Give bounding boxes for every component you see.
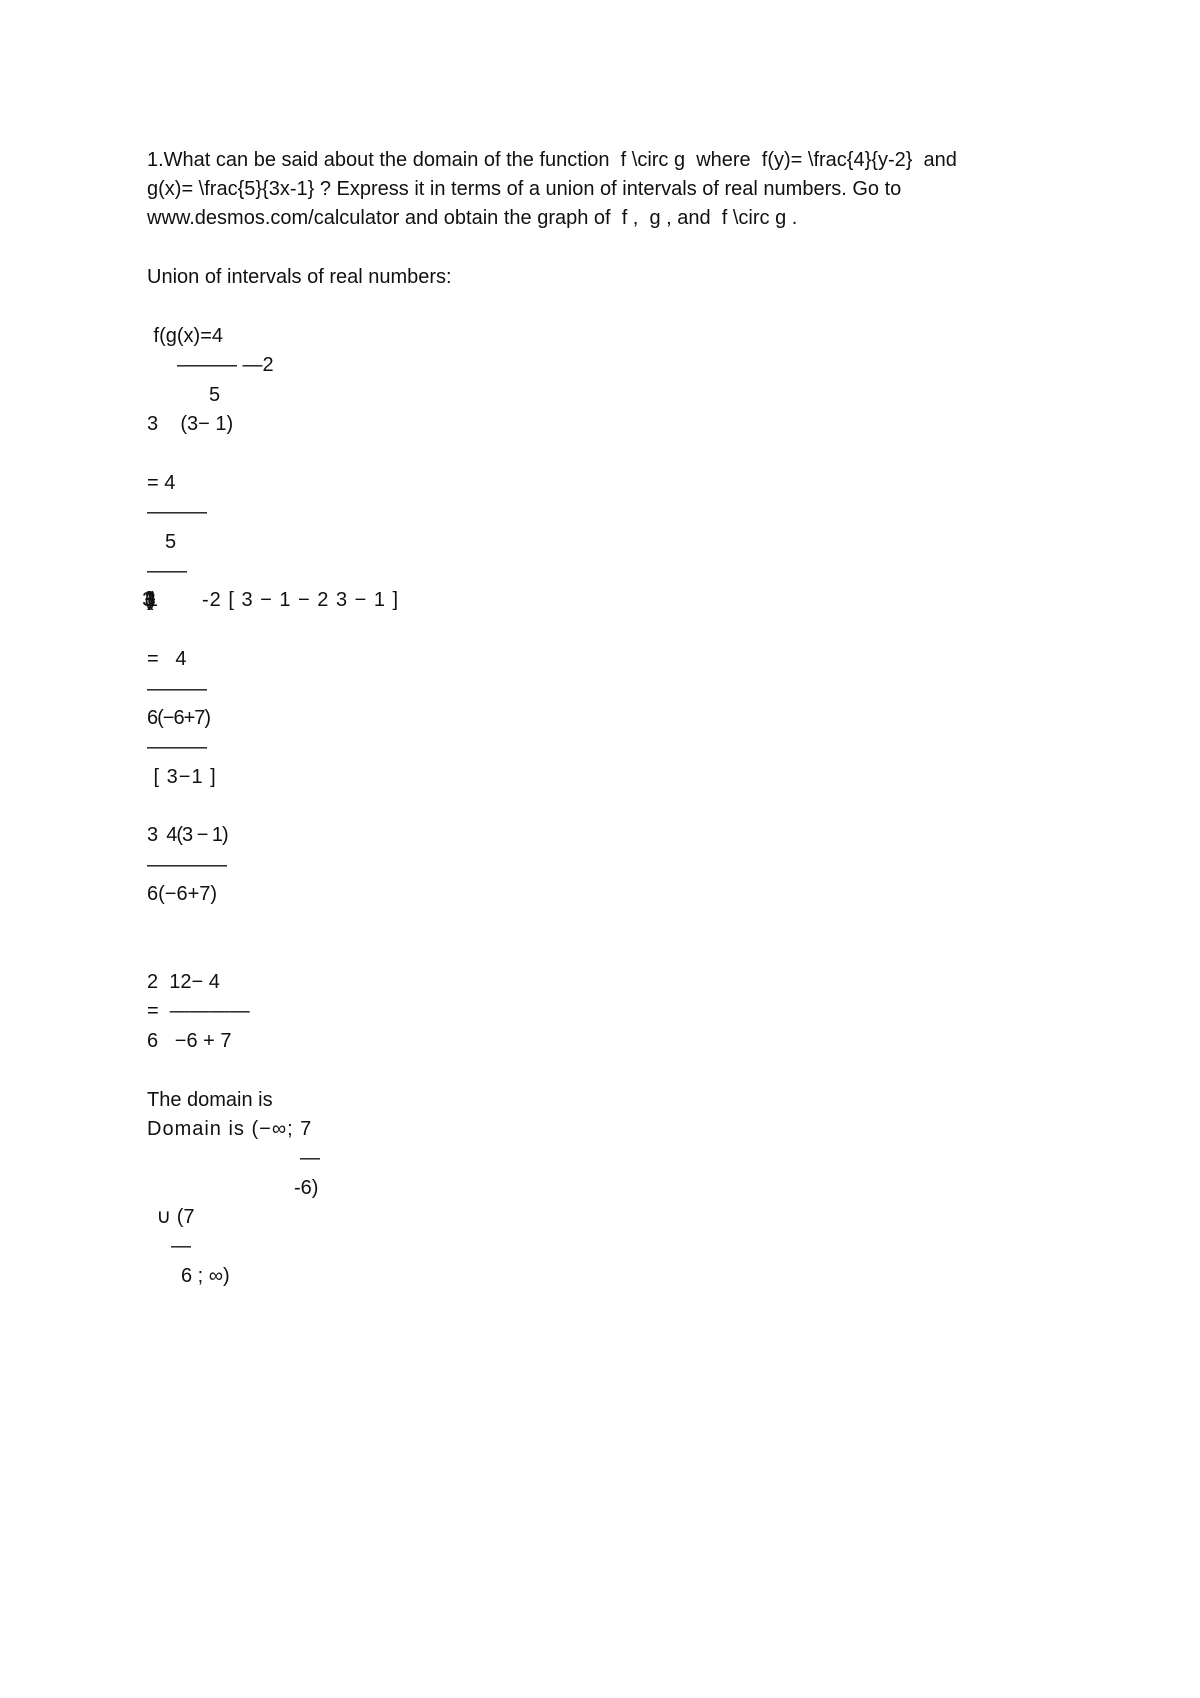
- work-line-10: = 4: [147, 648, 187, 670]
- domain-intro: The domain is: [147, 1089, 273, 1111]
- work-line-9-bracket: -2 [ 3 − 1 − 2 3 − 1 ]: [202, 589, 400, 611]
- work-line-3: 5: [209, 384, 221, 406]
- domain-line-1: Domain is (−∞; 7: [147, 1118, 313, 1140]
- union-label: Union of intervals of real numbers:: [147, 266, 452, 288]
- domain-line-5: —: [171, 1235, 191, 1257]
- work-line-16: ————: [147, 854, 233, 876]
- work-line-15: 3 4(3 − 1): [147, 824, 228, 846]
- question-line-3: www.desmos.com/calculator and obtain the graph of f , g , and f \circ g .: [147, 207, 798, 229]
- domain-line-4: ∪ (7: [151, 1206, 195, 1228]
- domain-line-2: —: [300, 1147, 320, 1169]
- work-line-13: ———: [147, 736, 207, 758]
- domain-line-3: -6): [294, 1177, 319, 1199]
- work-line-6: ———: [147, 501, 207, 523]
- work-line-7: 5: [165, 531, 177, 553]
- question-line-2: g(x)= \frac{5}{3x-1} ? Express it in terms of a union of intervals of real numbers. Go to: [147, 178, 902, 200]
- work-line-5: = 4: [147, 472, 176, 494]
- work-line-20: 6 −6 + 7: [147, 1030, 232, 1052]
- work-line-1: f(g(x)=4: [148, 325, 224, 347]
- question-line-1: 1.What can be said about the domain of the function f \circ g where f(y)= \frac{4}{y-2} and: [147, 149, 957, 171]
- work-line-18: 2 12− 4: [147, 971, 220, 993]
- work-line-8: ——: [147, 560, 187, 582]
- work-line-14: [ 3−1 ]: [147, 766, 217, 788]
- work-line-11: ———: [147, 678, 207, 700]
- work-line-19: = ————: [147, 1000, 250, 1022]
- work-line-4: 3 (3− 1): [147, 413, 234, 435]
- work-line-12: 6(−6+7): [147, 707, 211, 729]
- work-line-2: ——— —2: [177, 354, 274, 376]
- work-line-17: 6(−6+7): [147, 883, 218, 905]
- domain-line-6: 6 ; ∞): [181, 1265, 230, 1287]
